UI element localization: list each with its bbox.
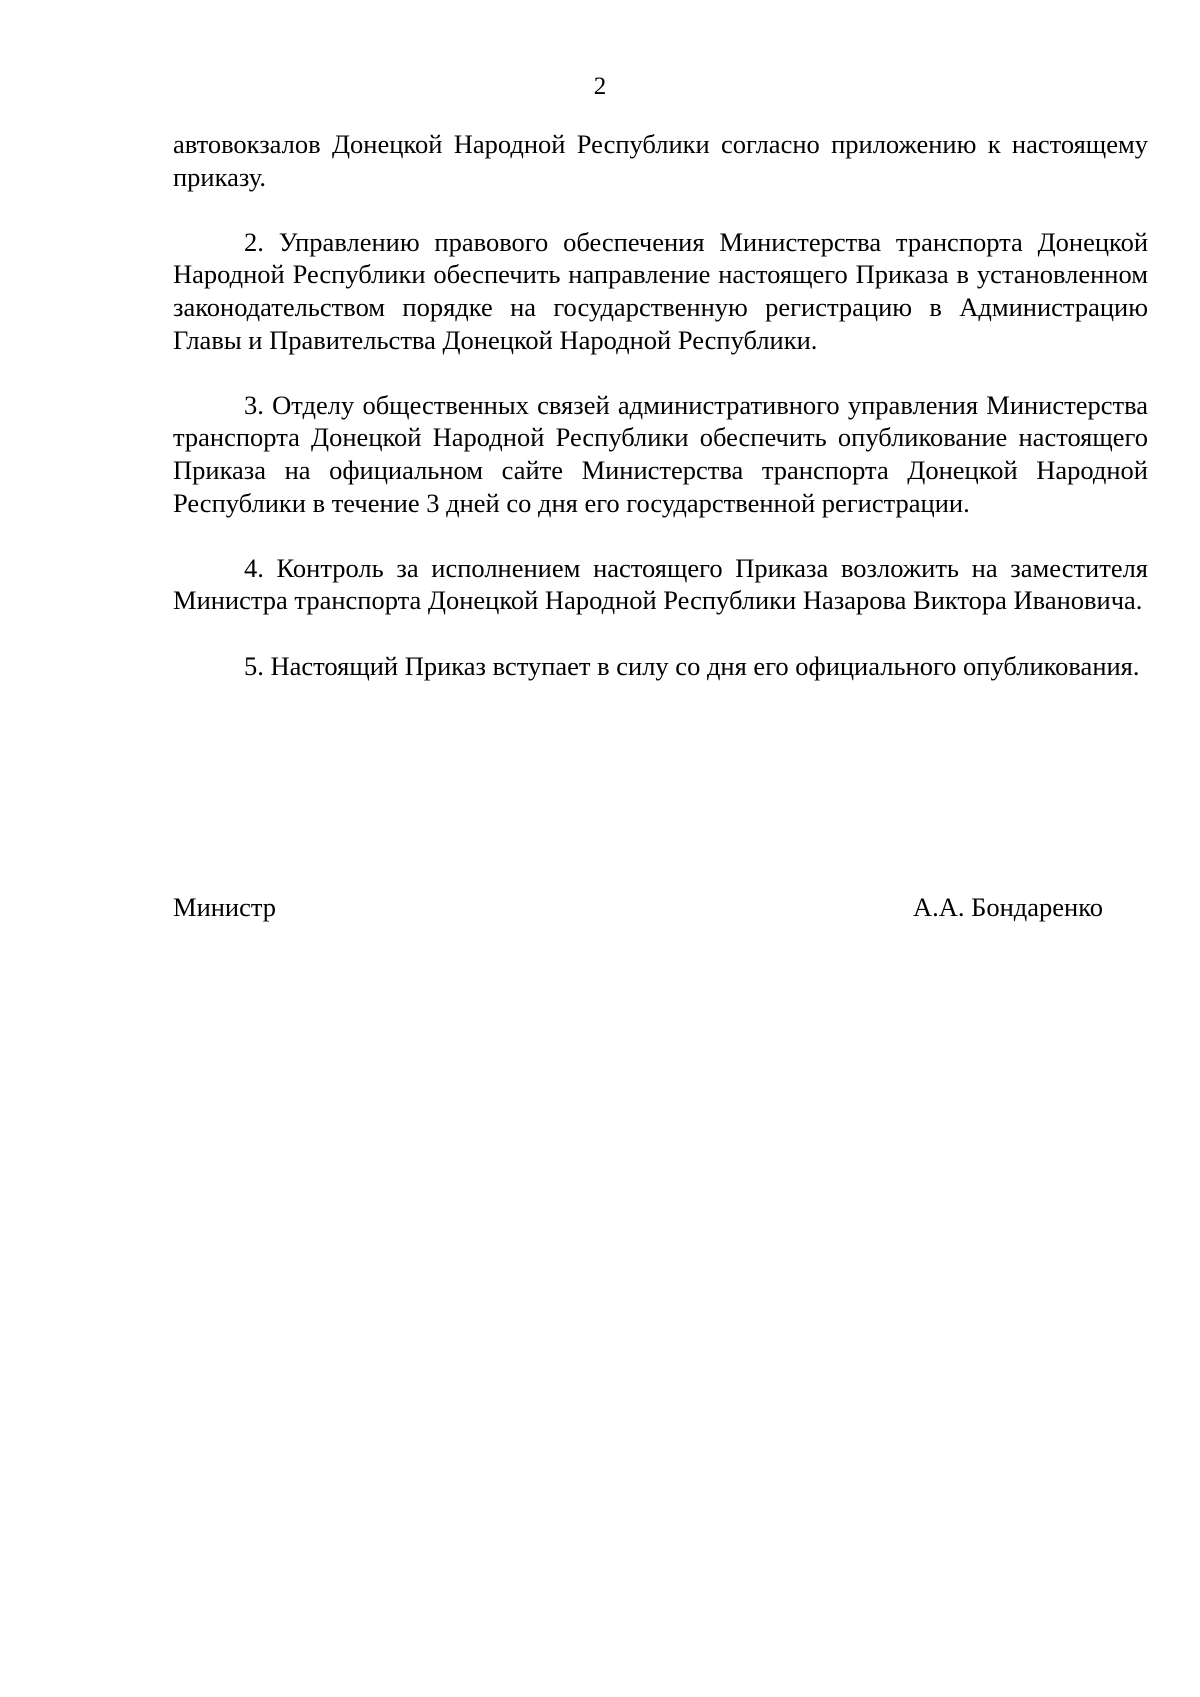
- document-body: [173, 128, 1148, 682]
- paragraph-continuation: автовокзалов Донецкой Народной Республики согласно приложению к настоящему приказу.: [173, 129, 1148, 192]
- paragraph-item-3: 3. Отделу общественных связей административного управления Министерства транспорта Донецкой Народной Республики обеспечить опубликование настоящего Приказа на официальном сайте Министерства транспорта Донецкой Народной Республики в течение 3 дней со дня его государственной регистрации.: [173, 389, 1148, 518]
- paragraph-item-5: 5. Настоящий Приказ вступает в силу со дня его официального опубликования.: [244, 650, 1140, 681]
- paragraph-item-4: 4. Контроль за исполнением настоящего Приказа возложить на заместителя Министра транспорта Донецкой Народной Республики Назарова Виктора Ивановича.: [173, 552, 1148, 616]
- page-number: 2: [593, 73, 607, 100]
- signatory-name: А.А. Бондаренко: [912, 892, 1103, 922]
- signatory-title: Министр: [173, 892, 277, 922]
- paragraph-item-2: 2. Управлению правового обеспечения Министерства транспорта Донецкой Народной Республики обеспечить направление настоящего Приказа в установленном законодательством порядке на государственную регистрацию в Администрацию Главы и Правительства Донецкой Народной Республики.: [173, 226, 1148, 355]
